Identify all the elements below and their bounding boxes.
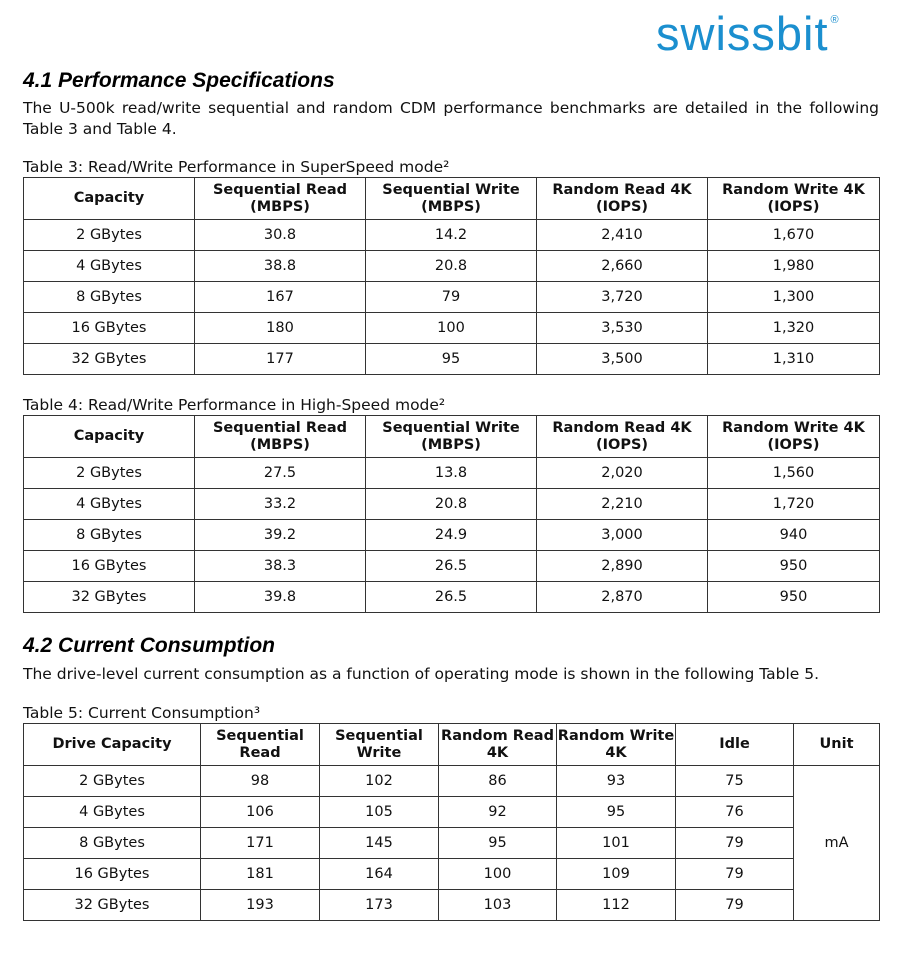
- table-cell: 940: [708, 520, 880, 551]
- table4-header-0: Capacity: [24, 416, 195, 458]
- table-row: [24, 551, 880, 582]
- table5-header-2: Sequential Write: [320, 724, 439, 766]
- table-cell: 950: [708, 551, 880, 582]
- table-cell: 1,320: [708, 313, 880, 344]
- table-row: [24, 828, 880, 859]
- registered-mark: ®: [830, 14, 840, 26]
- table-row: [24, 797, 880, 828]
- row-label: 4 GBytes: [24, 797, 201, 828]
- table5-header-6: Unit: [794, 724, 880, 766]
- table-row: [24, 282, 880, 313]
- table-cell: 95: [557, 797, 676, 828]
- table-cell: 38.8: [195, 251, 366, 282]
- table5-header-4: Random Write 4K: [557, 724, 676, 766]
- table-cell: 100: [366, 313, 537, 344]
- table3-header-0: Capacity: [24, 178, 195, 220]
- table-cell: 95: [366, 344, 537, 375]
- table-cell: 95: [439, 828, 557, 859]
- table-cell: 2,020: [537, 458, 708, 489]
- swissbit-logo: [656, 4, 840, 64]
- row-label: 8 GBytes: [24, 520, 195, 551]
- table-cell: 100: [439, 859, 557, 890]
- row-label: 2 GBytes: [24, 458, 195, 489]
- table-cell: 33.2: [195, 489, 366, 520]
- table3-caption: Table 3: Read/Write Performance in SuperSpeed mode²: [23, 158, 450, 176]
- unit-cell: mA: [794, 766, 880, 921]
- table-cell: 2,870: [537, 582, 708, 613]
- table-row: [24, 313, 880, 344]
- table4-header-3: Random Read 4K (IOPS): [537, 416, 708, 458]
- table-cell: 105: [320, 797, 439, 828]
- table-cell: 3,500: [537, 344, 708, 375]
- table-cell: 103: [439, 890, 557, 921]
- table-cell: 164: [320, 859, 439, 890]
- table-cell: 1,560: [708, 458, 880, 489]
- table-cell: 27.5: [195, 458, 366, 489]
- table-cell: 101: [557, 828, 676, 859]
- table-cell: 86: [439, 766, 557, 797]
- row-label: 16 GBytes: [24, 313, 195, 344]
- table-cell: 2,410: [537, 220, 708, 251]
- table-cell: 24.9: [366, 520, 537, 551]
- table-cell: 145: [320, 828, 439, 859]
- table-cell: 1,300: [708, 282, 880, 313]
- table-row: [24, 890, 880, 921]
- table5: [23, 723, 880, 921]
- table3-header-4: Random Write 4K (IOPS): [708, 178, 880, 220]
- table-cell: 950: [708, 582, 880, 613]
- row-label: 8 GBytes: [24, 828, 201, 859]
- table-cell: 20.8: [366, 251, 537, 282]
- row-label: 16 GBytes: [24, 551, 195, 582]
- performance-intro: The U-500k read/write sequential and random CDM performance benchmarks are detailed in the following Table 3 and Table 4.: [23, 99, 879, 138]
- table-cell: 2,660: [537, 251, 708, 282]
- table-cell: 39.2: [195, 520, 366, 551]
- table5-body: [24, 766, 880, 921]
- row-label: 4 GBytes: [24, 251, 195, 282]
- table4-header-2: Sequential Write (MBPS): [366, 416, 537, 458]
- table-cell: 20.8: [366, 489, 537, 520]
- table5-header-5: Idle: [676, 724, 794, 766]
- row-label: 32 GBytes: [24, 890, 201, 921]
- table-cell: 13.8: [366, 458, 537, 489]
- table5-caption: Table 5: Current Consumption³: [23, 704, 261, 722]
- table-row: [24, 458, 880, 489]
- table-cell: 92: [439, 797, 557, 828]
- section-heading-current: 4.2 Current Consumption: [23, 634, 276, 657]
- table-row: [24, 859, 880, 890]
- table-row: [24, 489, 880, 520]
- section-heading-performance: 4.1 Performance Specifications: [23, 69, 335, 92]
- table-cell: 39.8: [195, 582, 366, 613]
- table4: [23, 415, 880, 613]
- table-cell: 3,720: [537, 282, 708, 313]
- row-label: 8 GBytes: [24, 282, 195, 313]
- table-cell: 167: [195, 282, 366, 313]
- table-cell: 181: [201, 859, 320, 890]
- table3-body: [24, 220, 880, 375]
- table5-header-3: Random Read 4K: [439, 724, 557, 766]
- table-cell: 109: [557, 859, 676, 890]
- table-cell: 3,530: [537, 313, 708, 344]
- table-cell: 2,890: [537, 551, 708, 582]
- table4-header-row: [24, 416, 880, 458]
- table-cell: 76: [676, 797, 794, 828]
- row-label: 32 GBytes: [24, 582, 195, 613]
- table4-caption: Table 4: Read/Write Performance in High-Speed mode²: [23, 396, 446, 414]
- table-cell: 38.3: [195, 551, 366, 582]
- table-cell: 79: [676, 828, 794, 859]
- row-label: 32 GBytes: [24, 344, 195, 375]
- table-cell: 26.5: [366, 551, 537, 582]
- table-cell: 1,310: [708, 344, 880, 375]
- row-label: 2 GBytes: [24, 766, 201, 797]
- logo-text: swissbit: [656, 7, 829, 60]
- current-intro: The drive-level current consumption as a function of operating mode is shown in the following Table 5.: [23, 665, 820, 683]
- table-cell: 2,210: [537, 489, 708, 520]
- table4-header-4: Random Write 4K (IOPS): [708, 416, 880, 458]
- row-label: 2 GBytes: [24, 220, 195, 251]
- table-row: [24, 520, 880, 551]
- table3-header-3: Random Read 4K (IOPS): [537, 178, 708, 220]
- table5-header-row: [24, 724, 880, 766]
- row-label: 4 GBytes: [24, 489, 195, 520]
- table-row: [24, 220, 880, 251]
- table-cell: 102: [320, 766, 439, 797]
- table-cell: 26.5: [366, 582, 537, 613]
- row-label: 16 GBytes: [24, 859, 201, 890]
- table-cell: 193: [201, 890, 320, 921]
- table-row: [24, 582, 880, 613]
- table3: [23, 177, 880, 375]
- table-cell: 3,000: [537, 520, 708, 551]
- table-cell: 1,670: [708, 220, 880, 251]
- table-cell: 93: [557, 766, 676, 797]
- table4-body: [24, 458, 880, 613]
- table-cell: 177: [195, 344, 366, 375]
- table-cell: 106: [201, 797, 320, 828]
- table-row: [24, 766, 880, 797]
- table-row: [24, 344, 880, 375]
- table-cell: 180: [195, 313, 366, 344]
- table3-header-row: [24, 178, 880, 220]
- table-cell: 75: [676, 766, 794, 797]
- table-cell: 30.8: [195, 220, 366, 251]
- table-cell: 112: [557, 890, 676, 921]
- table-cell: 79: [366, 282, 537, 313]
- table5-header-1: Sequential Read: [201, 724, 320, 766]
- table-cell: 14.2: [366, 220, 537, 251]
- table-cell: 173: [320, 890, 439, 921]
- table-cell: 79: [676, 890, 794, 921]
- table4-header-1: Sequential Read (MBPS): [195, 416, 366, 458]
- table-cell: 1,720: [708, 489, 880, 520]
- table-cell: 1,980: [708, 251, 880, 282]
- table3-header-2: Sequential Write (MBPS): [366, 178, 537, 220]
- table-cell: 171: [201, 828, 320, 859]
- table5-header-0: Drive Capacity: [24, 724, 201, 766]
- table-cell: 98: [201, 766, 320, 797]
- table-row: [24, 251, 880, 282]
- table-cell: 79: [676, 859, 794, 890]
- table3-header-1: Sequential Read (MBPS): [195, 178, 366, 220]
